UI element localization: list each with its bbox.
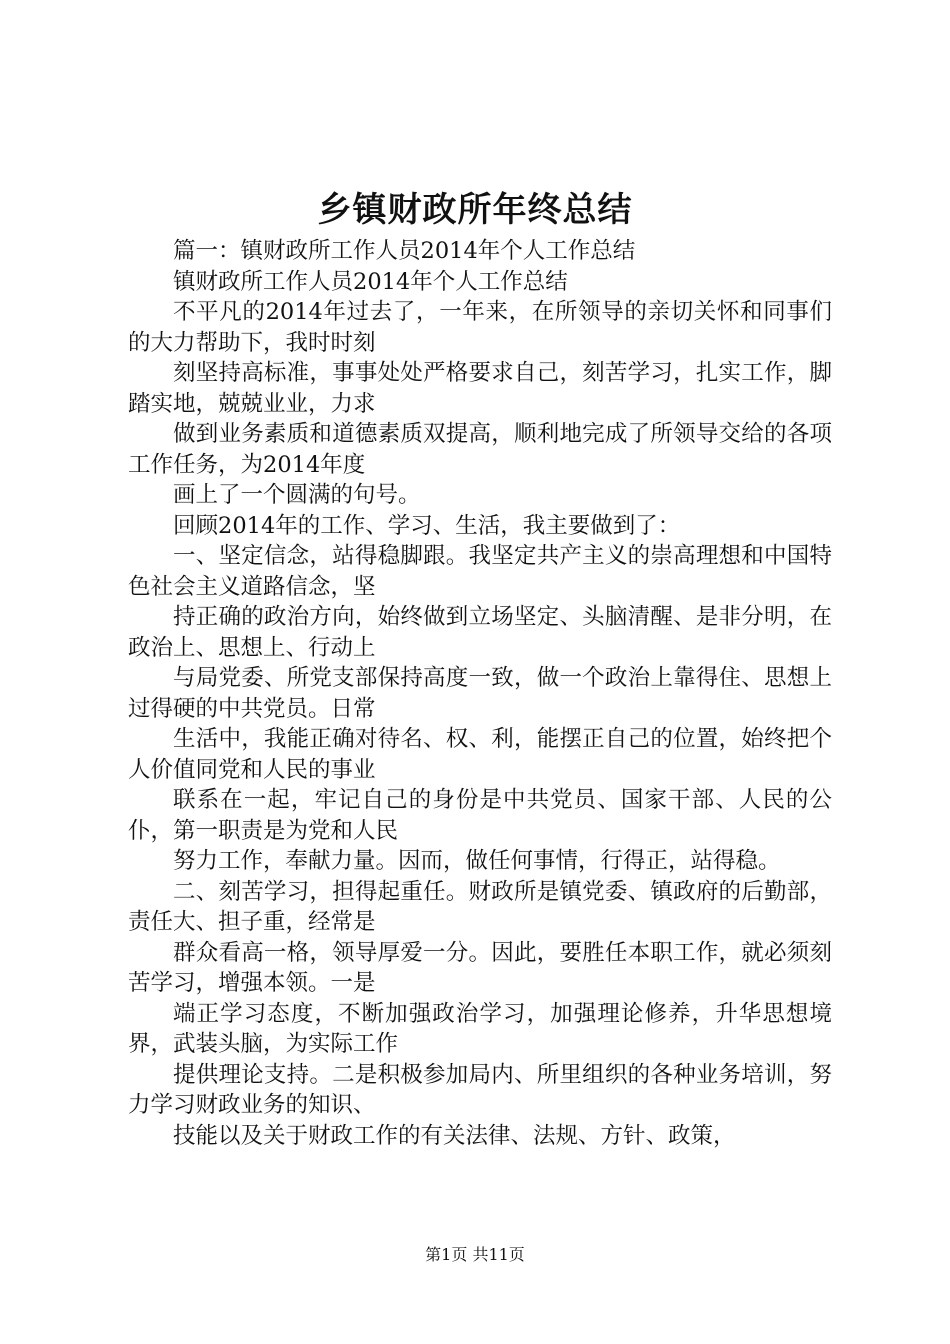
paragraph: 生活中，我能正确对待名、权、利，能摆正自己的位置，始终把个人价值同党和人民的事业 — [128, 726, 832, 783]
paragraph: 努力工作，奉献力量。因而，做任何事情，行得正，站得稳。 — [173, 848, 781, 874]
paragraph: 画上了一个圆满的句号。 — [173, 482, 421, 508]
paragraph: 群众看高一格，领导厚爱一分。因此，要胜任本职工作，就必须刻苦学习，增强本领。一是 — [128, 939, 832, 996]
paragraph: 回顾2014年的工作、学习、生活，我主要做到了： — [173, 512, 681, 539]
paragraph: 篇一：镇财政所工作人员2014年个人工作总结 — [173, 238, 636, 264]
paragraph: 不平凡的2014年过去了，一年来，在所领导的亲切关怀和同事们的大力帮助下，我时时刻 — [128, 299, 832, 356]
paragraph: 持正确的政治方向，始终做到立场坚定、头脑清醒、是非分明，在政治上、思想上、行动上 — [128, 604, 832, 661]
document-title: 乡镇财政所年终总结 — [317, 190, 633, 230]
page-footer: 第1页 共11页 — [425, 1245, 525, 1264]
document-body — [128, 236, 832, 1151]
paragraph: 与局党委、所党支部保持高度一致，做一个政治上靠得住、思想上过得硬的中共党员。日常 — [128, 665, 832, 722]
paragraph: 技能以及关于财政工作的有关法律、法规、方针、政策， — [173, 1122, 736, 1149]
paragraph: 二、刻苦学习，担得起重任。财政所是镇党委、镇政府的后勤部，责任大、担子重，经常是 — [128, 878, 832, 935]
paragraph: 镇财政所工作人员2014年个人工作总结 — [173, 268, 568, 295]
paragraph: 联系在一起，牢记自己的身份是中共党员、国家干部、人民的公仆，第一职责是为党和人民 — [128, 787, 832, 844]
paragraph: 刻坚持高标准，事事处处严格要求自己，刻苦学习，扎实工作，脚踏实地，兢兢业业，力求 — [128, 360, 832, 417]
paragraph: 端正学习态度，不断加强政治学习，加强理论修养，升华思想境界，武装头脑，为实际工作 — [128, 1000, 832, 1057]
paragraph: 一、坚定信念，站得稳脚跟。我坚定共产主义的崇高理想和中国特色社会主义道路信念，坚 — [128, 543, 832, 600]
paragraph: 做到业务素质和道德素质双提高，顺利地完成了所领导交给的各项工作任务，为2014年度 — [128, 421, 832, 478]
paragraph: 提供理论支持。二是积极参加局内、所里组织的各种业务培训，努力学习财政业务的知识、 — [128, 1061, 832, 1118]
